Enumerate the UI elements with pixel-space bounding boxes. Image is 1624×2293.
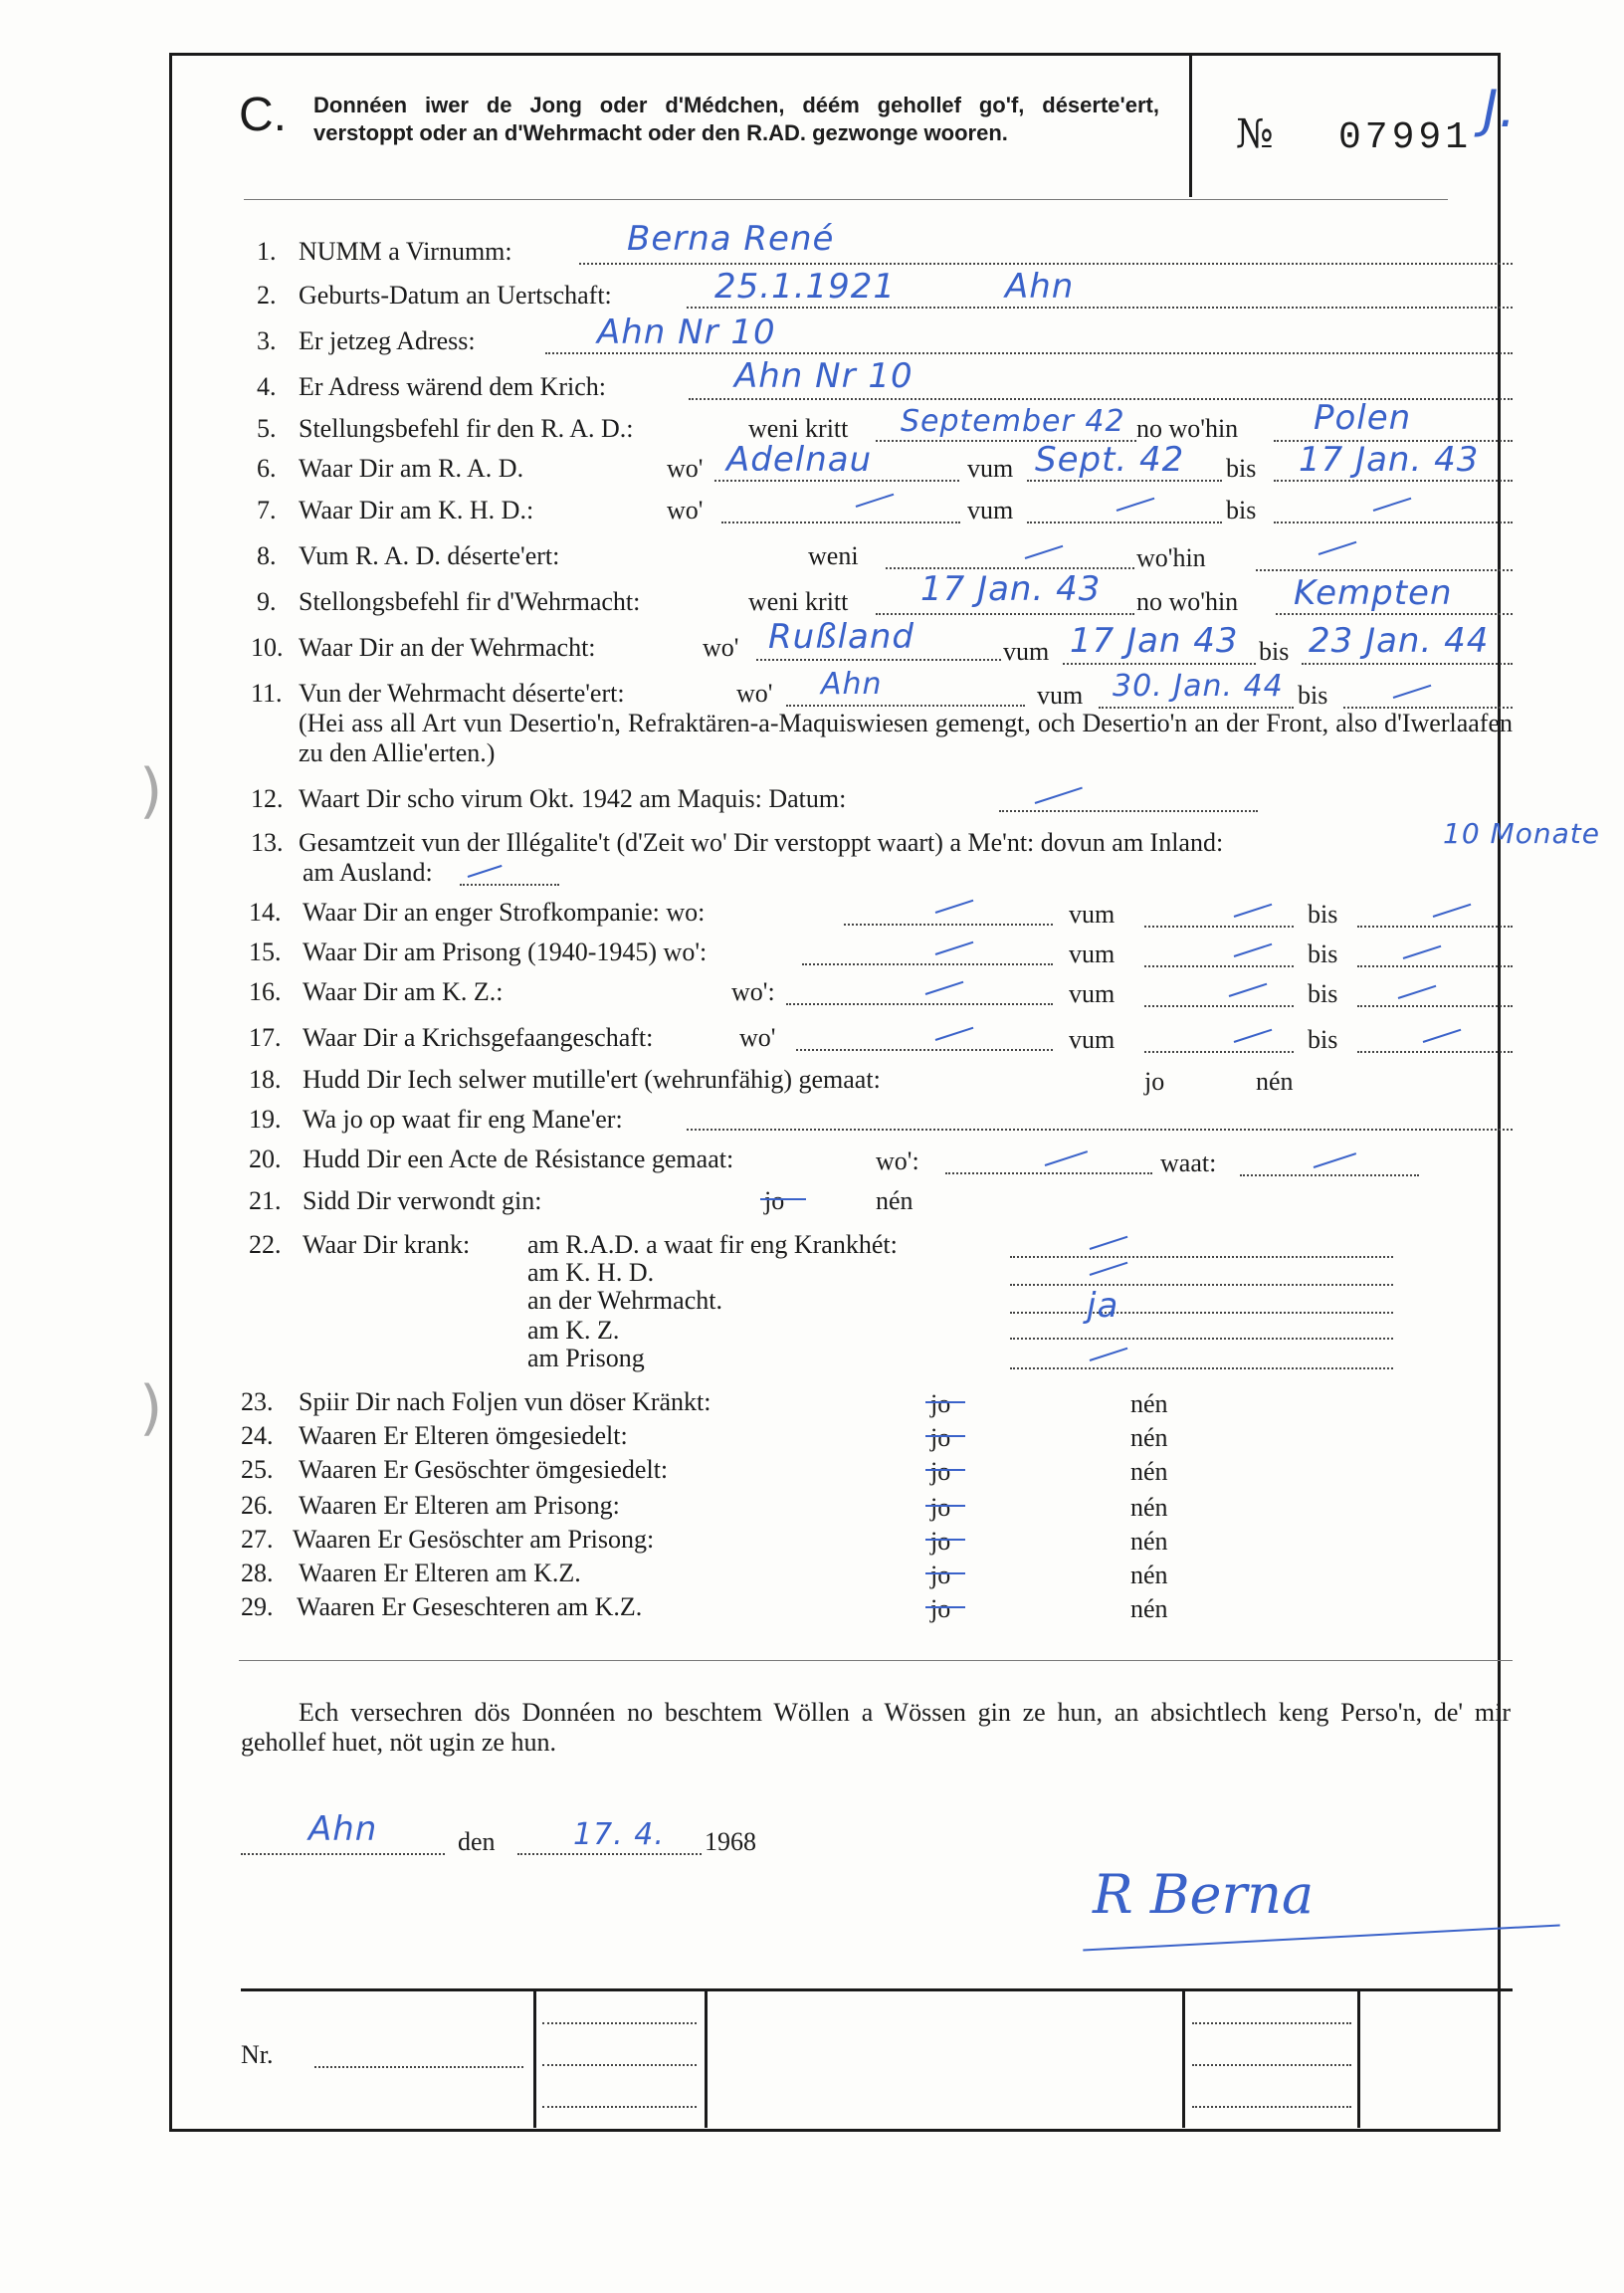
q20-where-line xyxy=(945,1172,1152,1174)
q22-khd-label: am K. H. D. xyxy=(527,1258,655,1287)
footer-top-rule xyxy=(241,1988,1513,1991)
q20-what-label: waat: xyxy=(1160,1148,1217,1177)
footer-c1-line2 xyxy=(542,2064,697,2066)
q21-yes[interactable]: jo xyxy=(764,1186,785,1215)
q29-yes[interactable]: jo xyxy=(930,1594,951,1623)
q7-where-line xyxy=(721,521,960,523)
q23-label: Spiir Dir nach Foljen vun döser Kränkt: xyxy=(299,1387,711,1416)
q22-wehrmacht-value[interactable]: ja xyxy=(1087,1286,1119,1326)
q7-label: Waar Dir am K. H. D.: xyxy=(299,496,534,524)
q6-from-value[interactable]: Sept. 42 xyxy=(1035,440,1185,480)
q14-where-line xyxy=(844,924,1053,926)
q6-to-line xyxy=(1274,480,1513,482)
q1-number: 1. xyxy=(257,237,277,266)
q3-label: Er jetzeg Adress: xyxy=(299,326,476,355)
q27-number: 27. xyxy=(241,1525,274,1554)
q15-to-line xyxy=(1357,965,1513,967)
den-label: den xyxy=(458,1827,496,1856)
q21-no[interactable]: nén xyxy=(876,1186,914,1215)
q6-where-line xyxy=(714,480,959,482)
q8-number: 8. xyxy=(257,541,277,570)
footer-c3-line2 xyxy=(1192,2064,1351,2066)
q13-label: Gesamtzeit vun der Illégalite't (d'Zeit wo' Dir verstoppt waart) a Me'nt: dovun am Inland: xyxy=(299,828,1224,857)
q10-from-line xyxy=(1063,663,1256,665)
q5-when-label: weni kritt xyxy=(748,414,849,443)
q14-to-label: bis xyxy=(1308,900,1338,929)
q22-wehrmacht-line xyxy=(1010,1312,1393,1314)
q13-inland-value[interactable]: 10 Monate xyxy=(1443,817,1600,850)
q1-value[interactable]: Berna René xyxy=(627,219,835,259)
q9-label: Stellongsbefehl fir d'Wehrmacht: xyxy=(299,587,641,616)
q3-line xyxy=(545,352,1513,354)
q16-to-line xyxy=(1357,1005,1513,1007)
q9-where-value[interactable]: Kempten xyxy=(1294,573,1453,613)
q25-label: Waaren Er Gesöschter ömgesiedelt: xyxy=(299,1455,669,1484)
q23-yes[interactable]: jo xyxy=(930,1389,951,1418)
q8-where-label: wo'hin xyxy=(1136,543,1206,572)
q22-prisong-label: am Prisong xyxy=(527,1344,645,1372)
q17-where-label: wo' xyxy=(739,1023,776,1052)
footer-c1-line3 xyxy=(542,2106,697,2108)
q3-number: 3. xyxy=(257,326,277,355)
q17-from-label: vum xyxy=(1069,1025,1116,1054)
form-title: Donnéen iwer de Jong oder d'Médchen, déém gehollef go'f, déserte'ert, verstoppt oder an d'Wehrmacht oder den R.AD. gezwonge wooren. xyxy=(313,93,1159,145)
q23-no[interactable]: nén xyxy=(1130,1389,1168,1418)
q22-khd-line xyxy=(1010,1284,1393,1286)
q14-to-line xyxy=(1357,926,1513,928)
q19-line xyxy=(687,1129,1513,1131)
declaration-rule xyxy=(239,1660,1513,1661)
q28-yes-strike xyxy=(925,1572,965,1574)
q17-label: Waar Dir a Krichsgefaangeschaft: xyxy=(303,1023,654,1052)
q29-yes-strike xyxy=(925,1606,965,1608)
q15-number: 15. xyxy=(249,938,282,966)
q12-line xyxy=(999,810,1258,812)
declaration-text: Ech versechren dös Donnéen no beschtem Wöllen a Wössen gin ze hun, an absichtlech keng Perso'n, de' mir gehollef huet, nöt ugin ze hun. xyxy=(241,1698,1511,1757)
q26-number: 26. xyxy=(241,1491,274,1520)
q29-no[interactable]: nén xyxy=(1130,1594,1168,1623)
q11-where-label: wo' xyxy=(736,679,773,708)
q6-to-value[interactable]: 17 Jan. 43 xyxy=(1299,440,1480,480)
q28-yes[interactable]: jo xyxy=(930,1561,951,1589)
q2-label: Geburts-Datum an Uertschaft: xyxy=(299,281,612,310)
header-divider xyxy=(1189,56,1192,197)
q27-yes[interactable]: jo xyxy=(930,1527,951,1556)
q14-from-line xyxy=(1144,926,1294,928)
q22-rad-line xyxy=(1010,1256,1393,1258)
q25-yes[interactable]: jo xyxy=(930,1457,951,1486)
q5-label: Stellungsbefehl fir den R. A. D.: xyxy=(299,414,634,443)
q25-no[interactable]: nén xyxy=(1130,1457,1168,1486)
punch-hole-bottom: ) xyxy=(139,1373,163,1443)
q10-label: Waar Dir an der Wehrmacht: xyxy=(299,633,596,662)
q16-number: 16. xyxy=(249,977,282,1006)
number-mark: J. xyxy=(1483,80,1517,139)
q27-no[interactable]: nén xyxy=(1130,1527,1168,1556)
q23-yes-strike xyxy=(925,1401,965,1403)
q20-where-label: wo': xyxy=(876,1146,919,1175)
q5-number: 5. xyxy=(257,414,277,443)
q22-prisong-line xyxy=(1010,1367,1393,1369)
q28-label: Waaren Er Elteren am K.Z. xyxy=(299,1559,581,1587)
q6-from-label: vum xyxy=(967,454,1014,483)
q17-number: 17. xyxy=(249,1023,282,1052)
header-rule xyxy=(244,199,1448,200)
q24-label: Waaren Er Elteren ömgesiedelt: xyxy=(299,1421,628,1450)
q20-label: Hudd Dir een Acte de Résistance gemaat: xyxy=(303,1145,734,1173)
q10-from-label: vum xyxy=(1003,637,1050,666)
signature: R Berna xyxy=(1093,1863,1315,1926)
q29-number: 29. xyxy=(241,1592,274,1621)
q11-from-value[interactable]: 30. Jan. 44 xyxy=(1113,669,1284,704)
q22-wehrmacht-label: an der Wehrmacht. xyxy=(527,1286,722,1315)
q4-label: Er Adress wärend dem Krich: xyxy=(299,372,607,401)
q19-number: 19. xyxy=(249,1105,282,1134)
q10-to-label: bis xyxy=(1259,637,1290,666)
footer-col2 xyxy=(705,1988,708,2128)
q11-note: (Hei ass all Art vun Desertio'n, Refraktären-a-Maquiswiesen gemengt, och Desertio'n an der Front, also d'Iwerlaafen zu den Allie'erten.) xyxy=(299,709,1513,767)
q9-where-line xyxy=(1276,613,1513,615)
q10-where-label: wo' xyxy=(703,633,739,662)
q9-when-label: weni kritt xyxy=(748,587,849,616)
q13-abroad-label: am Ausland: xyxy=(303,858,433,887)
q25-yes-strike xyxy=(925,1469,965,1471)
q22-label: Waar Dir krank: xyxy=(303,1230,471,1259)
q26-label: Waaren Er Elteren am Prisong: xyxy=(299,1491,620,1520)
punch-hole-top: ) xyxy=(139,756,163,826)
q10-where-value[interactable]: Rußland xyxy=(768,617,915,657)
q24-yes[interactable]: jo xyxy=(930,1423,951,1452)
q6-where-value[interactable]: Adelnau xyxy=(726,440,873,480)
q22-rad-label: am R.A.D. a waat fir eng Krankhét: xyxy=(527,1230,898,1259)
q16-where-line xyxy=(786,1003,1053,1005)
q7-from-label: vum xyxy=(967,496,1014,524)
q6-to-label: bis xyxy=(1226,454,1257,483)
q15-label: Waar Dir am Prisong (1940-1945) wo': xyxy=(303,938,708,966)
q1-label: NUMM a Virnumm: xyxy=(299,237,512,266)
q6-number: 6. xyxy=(257,454,277,483)
q3-value[interactable]: Ahn Nr 10 xyxy=(597,313,776,352)
q7-to-line xyxy=(1274,521,1513,523)
q16-to-label: bis xyxy=(1308,979,1338,1008)
place-line xyxy=(241,1853,445,1855)
q28-no[interactable]: nén xyxy=(1130,1561,1168,1589)
section-letter: C. xyxy=(239,89,287,141)
q11-where-value[interactable]: Ahn xyxy=(821,667,883,702)
footer-c3-line3 xyxy=(1192,2106,1351,2108)
q11-to-label: bis xyxy=(1298,681,1328,710)
q15-from-line xyxy=(1144,965,1294,967)
q2-date-value[interactable]: 25.1.1921 xyxy=(714,267,897,307)
q22-kz-label: am K. Z. xyxy=(527,1316,620,1345)
q14-number: 14. xyxy=(249,898,282,927)
date-line xyxy=(517,1853,702,1855)
footer-col4 xyxy=(1357,1988,1360,2128)
q7-to-label: bis xyxy=(1226,496,1257,524)
q15-to-label: bis xyxy=(1308,939,1338,968)
q19-label: Wa jo op waat fir eng Mane'er: xyxy=(303,1105,623,1134)
q29-label: Waaren Er Geseschteren am K.Z. xyxy=(297,1592,643,1621)
q10-number: 10. xyxy=(251,633,284,662)
q15-from-label: vum xyxy=(1069,939,1116,968)
q9-when-value[interactable]: 17 Jan. 43 xyxy=(920,569,1102,609)
document-number: 07991 xyxy=(1338,116,1473,159)
q4-number: 4. xyxy=(257,372,277,401)
q26-yes[interactable]: jo xyxy=(930,1493,951,1522)
q16-from-line xyxy=(1144,1005,1294,1007)
q10-where-line xyxy=(756,659,1001,661)
q28-number: 28. xyxy=(241,1559,274,1587)
q5-where-label: no wo'hin xyxy=(1136,414,1239,443)
q1-line xyxy=(579,263,1513,265)
q24-no[interactable]: nén xyxy=(1130,1423,1168,1452)
q21-yes-strike xyxy=(760,1198,806,1200)
signing-place[interactable]: Ahn xyxy=(308,1809,378,1849)
q20-what-line xyxy=(1240,1174,1419,1176)
q18-no[interactable]: nén xyxy=(1256,1067,1294,1096)
q8-label: Vum R. A. D. déserte'ert: xyxy=(299,541,560,570)
q15-where-line xyxy=(802,963,1053,965)
q26-no[interactable]: nén xyxy=(1130,1493,1168,1522)
q17-where-line xyxy=(796,1049,1053,1051)
signing-date[interactable]: 17. 4. xyxy=(573,1817,665,1852)
q9-when-line xyxy=(876,613,1134,615)
q27-yes-strike xyxy=(925,1539,965,1541)
q6-label: Waar Dir am R. A. D. xyxy=(299,454,524,483)
signing-year: 1968 xyxy=(705,1827,756,1856)
q4-value[interactable]: Ahn Nr 10 xyxy=(734,356,914,396)
footer-c3-line1 xyxy=(1192,2022,1351,2024)
q24-number: 24. xyxy=(241,1421,274,1450)
q12-number: 12. xyxy=(251,784,284,813)
q5-where-value[interactable]: Polen xyxy=(1314,398,1412,438)
q9-where-label: no wo'hin xyxy=(1136,587,1239,616)
q21-label: Sidd Dir verwondt gin: xyxy=(303,1186,542,1215)
q27-label: Waaren Er Gesöschter am Prisong: xyxy=(293,1525,655,1554)
q18-yes[interactable]: jo xyxy=(1144,1067,1165,1096)
footer-nr-label: Nr. xyxy=(241,2040,274,2069)
footer-c1-line1 xyxy=(542,2022,697,2024)
q8-when-label: weni xyxy=(808,541,859,570)
q7-where-label: wo' xyxy=(667,496,704,524)
q7-number: 7. xyxy=(257,496,277,524)
q10-to-value[interactable]: 23 Jan. 44 xyxy=(1309,621,1490,661)
q2-number: 2. xyxy=(257,281,277,310)
q14-label: Waar Dir an enger Strofkompanie: wo: xyxy=(303,898,706,927)
q11-where-line xyxy=(786,705,1025,707)
q26-yes-strike xyxy=(925,1505,965,1507)
footer-nr-line xyxy=(314,2066,523,2068)
footer-col3 xyxy=(1182,1988,1185,2128)
q6-where-label: wo' xyxy=(667,454,704,483)
q16-where-label: wo': xyxy=(731,977,775,1006)
q22-number: 22. xyxy=(249,1230,282,1259)
q11-number: 11. xyxy=(251,679,283,708)
q13-number: 13. xyxy=(251,828,284,857)
q10-from-value[interactable]: 17 Jan 43 xyxy=(1070,621,1239,661)
q2-line xyxy=(687,307,1513,309)
number-symbol: № xyxy=(1236,111,1274,157)
q22-kz-line xyxy=(1010,1338,1393,1340)
q24-yes-strike xyxy=(925,1435,965,1437)
footer-col1 xyxy=(533,1988,536,2128)
q14-from-label: vum xyxy=(1069,900,1116,929)
q18-label: Hudd Dir Iech selwer mutille'ert (wehrunfähig) gemaat: xyxy=(303,1065,881,1094)
q8-where-line xyxy=(1256,569,1513,571)
q25-number: 25. xyxy=(241,1455,274,1484)
q6-from-line xyxy=(1027,480,1222,482)
q2-place-value[interactable]: Ahn xyxy=(1005,267,1075,307)
q7-from-line xyxy=(1027,521,1222,523)
q23-number: 23. xyxy=(241,1387,274,1416)
q17-to-label: bis xyxy=(1308,1025,1338,1054)
q20-number: 20. xyxy=(249,1145,282,1173)
q16-from-label: vum xyxy=(1069,979,1116,1008)
q21-number: 21. xyxy=(249,1186,282,1215)
q11-label: Vun der Wehrmacht déserte'ert: xyxy=(299,679,625,708)
q10-to-line xyxy=(1302,663,1513,665)
q17-to-line xyxy=(1357,1051,1513,1053)
q9-number: 9. xyxy=(257,587,277,616)
q16-label: Waar Dir am K. Z.: xyxy=(303,977,504,1006)
q12-label: Waart Dir scho virum Okt. 1942 am Maquis: Datum: xyxy=(299,784,847,813)
q17-from-line xyxy=(1144,1051,1294,1053)
q18-number: 18. xyxy=(249,1065,282,1094)
q5-when-value[interactable]: September 42 xyxy=(901,404,1125,439)
q11-from-label: vum xyxy=(1037,681,1084,710)
q13-abroad-line xyxy=(460,884,559,886)
